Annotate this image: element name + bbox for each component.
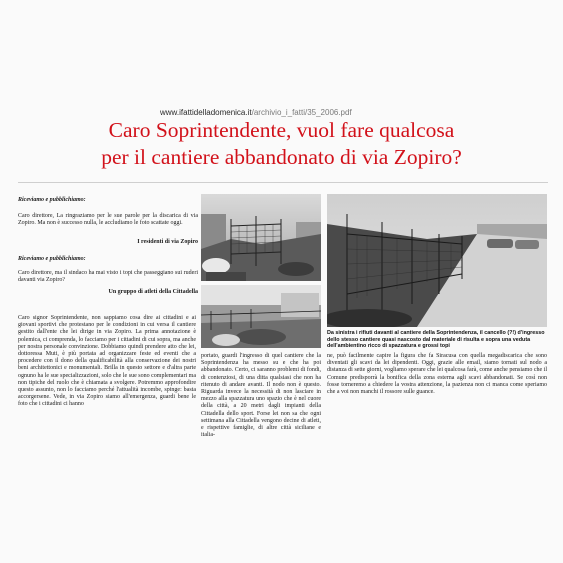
headline-line-1: Caro Soprintendente, vuol fare qualcosa (108, 118, 455, 142)
photo-caption: Da sinistra i rifiuti davanti al cantiere della Soprintendenza, il cancello (?!) d'ingresso dello stesso cantiere quasi nascosto dal materiale di risulta e sopra una veduta dell'ambientino ricco di spazzatura e grossi topi (327, 330, 545, 350)
headline-line-2: per il cantiere abbandonato di via Zopiro? (101, 145, 462, 169)
letter-1-signature: I residenti di via Zopiro (137, 239, 198, 245)
letter-2-text: Caro direttore, ma il sindaco ha mai visto i topi che passeggiano sui ruderi davanti via Zopiro? (18, 270, 198, 284)
article-column-2: portato, guardi l'ingresso di quel cantiere che la Soprintendenza ha messo su e che ha poi abbandonato. Certo, ci saranno problemi di fondi, di contenziosi, di una ditta qualsiasi che non ha ritenuto di andare avanti. Il nodo non è questo. Riguarda invece la necessità di non lasciare in mezzo alla spazzatura uno spazio che è nel cuore della città, a 20 metri dagli impianti della Cittadella dello sport. Forse lei non sa che ogni settimana alla Cittadella vengono decine di atleti, e rispettive famiglie, di altre città siciliane e italia- (201, 353, 321, 439)
photo-rubbish-site (201, 194, 321, 281)
letter-1-text: Caro direttore, La ringraziamo per le sue parole per la discarica di via Zopiro. Ma non è successo nulla, le accludiamo le foto scattate oggi. (18, 213, 198, 227)
article-column-1: Caro signor Soprintendente, non sappiamo cosa dire ai cittadini e ai giovani sportivi che protestano per le condizioni in cui versa il cantiere gestito dall'ente che lei dirige in via Zopiro. La prima annotazione è polemica, ci comprenda, lo facciamo per i cittadini di cui sopra, ma anche per nostra personale convinzione. Dobbiamo quindi prendere atto che lei, dottoressa Muti, è più portata ad organizzare feste ed eventi che a procedere con il dono della qualificabilità alla conservazione dei nostri beni architettonici e monumentali. Brilla in questo settore e d'altra parte ognuno ha le sue specializzazioni, solo che le sue sono complementari ma non tipiche del ruolo che è chiamata a svolgere. Potremmo approfondire questo assunto, non lo facciamo perché l'attualità incombe, spinge: basta accorgersene. Vede, in via Zopiro siamo all'emergenza, guardi bene le foto che i cittadini ci hanno (18, 315, 196, 408)
source-url (160, 108, 352, 117)
source-path: /archivio_i_fatti/35_2006.pdf (251, 108, 352, 117)
letter-intro-2: Riceviamo e pubblichiamo: (18, 256, 86, 262)
photo-street-overview (327, 194, 547, 327)
photo-gate (201, 285, 321, 348)
article-column-3: ne, può facilmente capire la figura che fa Siracusa con quella megadiscarica che sono diventati gli scavi da lei dipendenti. Oggi, grazie alle email, siamo tornati sul nodo a distanza di sette giorni, vogliamo sperare che lei qualcosa farà, come anche pensiamo che il Comune predisporrà la bonifica della zona esterna agli scavi abbandonati. Se così non fosse torneremo a chiedere la vostra attenzione, la pazienza non ci manca come speriamo che a voi non manchi il rossore sulle guance. (327, 353, 547, 396)
source-site: www.ifattidelladomenica.it (160, 108, 252, 117)
divider (18, 182, 548, 183)
letter-2-signature: Un gruppo di atleti della Cittadella (108, 289, 198, 295)
letter-intro-1: Riceviamo e pubblichiamo: (18, 197, 86, 203)
